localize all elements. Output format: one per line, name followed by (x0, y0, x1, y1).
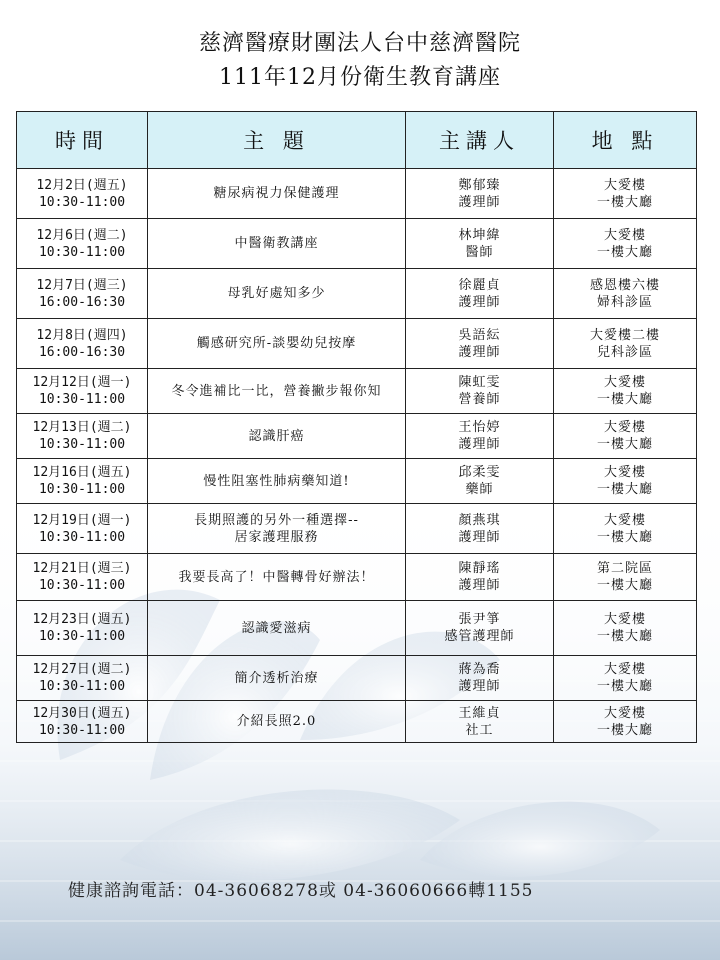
speaker-cell (406, 169, 554, 219)
place-cell-line: 一樓大廳 (596, 437, 653, 452)
table-row (17, 459, 697, 504)
header-row (17, 112, 697, 169)
place-cell-line: 感恩樓六樓 (589, 277, 660, 293)
place-cell (554, 169, 697, 219)
speaker-cell-line: 營養師 (458, 392, 501, 407)
topic-cell (148, 504, 406, 554)
table-row (17, 219, 697, 269)
place-cell-line: 一樓大廳 (596, 244, 653, 260)
time-cell (17, 269, 148, 319)
time-cell-line: 12月12日(週一) (32, 375, 132, 390)
speaker-cell (406, 319, 554, 369)
time-cell (17, 414, 148, 459)
speaker-cell (406, 601, 554, 656)
time-cell-line: 12月23日(週五) (32, 612, 132, 627)
table-row (17, 169, 697, 219)
place-cell-line: 一樓大廳 (596, 629, 653, 644)
place-cell (554, 554, 697, 601)
topic-cell (148, 656, 406, 701)
time-cell-line: 12月19日(週一) (32, 512, 132, 528)
speaker-cell-line: 護理師 (458, 294, 501, 310)
time-cell (17, 219, 148, 269)
place-cell-line: 大愛樓 (603, 612, 646, 627)
speaker-cell-line: 護理師 (458, 194, 501, 210)
speaker-cell-line: 王維貞 (458, 705, 501, 721)
time-cell-line: 12月8日(週四) (36, 327, 128, 343)
topic-cell-line: 觸感研究所-談嬰幼兒按摩 (196, 336, 357, 351)
place-cell (554, 414, 697, 459)
topic-cell (148, 369, 406, 414)
place-cell-line: 一樓大廳 (596, 482, 653, 497)
table-row (17, 414, 697, 459)
time-cell (17, 369, 148, 414)
time-cell-line: 10:30-11:00 (38, 392, 126, 407)
place-cell-line: 大愛樓 (603, 227, 646, 243)
speaker-cell (406, 701, 554, 743)
topic-cell (148, 269, 406, 319)
topic-cell-line: 冬令進補比一比，營養撇步報你知 (171, 383, 382, 399)
place-cell-line: 大愛樓 (603, 662, 646, 677)
place-cell (554, 269, 697, 319)
place-cell (554, 459, 697, 504)
time-cell-line: 16:00-16:30 (38, 294, 126, 310)
speaker-cell-line: 醫師 (465, 244, 494, 260)
header-time: 時間 (17, 112, 148, 169)
speaker-cell (406, 459, 554, 504)
place-cell-line: 大愛樓 (603, 512, 646, 528)
table-row (17, 504, 697, 554)
topic-cell-line: 認識肝癌 (248, 428, 305, 444)
place-cell-line: 一樓大廳 (596, 194, 653, 210)
topic-cell-line: 簡介透析治療 (234, 670, 319, 686)
time-cell-line: 10:30-11:00 (38, 629, 126, 644)
topic-cell (148, 459, 406, 504)
speaker-cell-line: 護理師 (458, 578, 501, 593)
speaker-cell (406, 414, 554, 459)
topic-cell-line: 糖尿病視力保健護理 (213, 186, 340, 201)
time-cell-line: 10:30-11:00 (38, 578, 126, 593)
time-cell-line: 10:30-11:00 (38, 529, 126, 545)
time-cell (17, 554, 148, 601)
speaker-cell (406, 369, 554, 414)
topic-cell-line: 居家護理服務 (234, 529, 319, 545)
topic-cell-line: 慢性阻塞性肺病藥知道! (203, 473, 350, 489)
table-row (17, 369, 697, 414)
speaker-cell-line: 吳語紜 (458, 327, 501, 343)
speaker-cell-line: 邱柔雯 (458, 465, 501, 480)
topic-cell-line: 我要長高了！中醫轉骨好辦法！ (178, 569, 375, 585)
speaker-cell-line: 社工 (465, 722, 494, 738)
topic-cell-line: 長期照護的另外一種選擇-- (194, 512, 359, 528)
speaker-cell (406, 219, 554, 269)
time-cell-line: 10:30-11:00 (38, 482, 126, 497)
time-cell (17, 169, 148, 219)
topic-cell (148, 601, 406, 656)
time-cell (17, 656, 148, 701)
speaker-cell (406, 554, 554, 601)
speaker-cell (406, 269, 554, 319)
time-cell-line: 12月21日(週三) (32, 561, 132, 576)
speaker-cell-line: 顏燕琪 (458, 512, 501, 528)
speaker-cell-line: 鄭郁臻 (458, 177, 501, 193)
place-cell-line: 大愛樓 (603, 177, 646, 193)
table-row (17, 554, 697, 601)
topic-cell (148, 701, 406, 743)
speaker-cell-line: 護理師 (458, 344, 501, 360)
time-cell-line: 10:30-11:00 (38, 679, 126, 694)
place-cell-line: 大愛樓 (603, 465, 646, 480)
time-cell-line: 10:30-11:00 (38, 244, 126, 260)
place-cell-line: 一樓大廳 (596, 578, 653, 593)
place-cell (554, 504, 697, 554)
time-cell (17, 504, 148, 554)
place-cell (554, 656, 697, 701)
header-speaker: 主講人 (406, 112, 554, 169)
table-row (17, 269, 697, 319)
speaker-cell-line: 感管護理師 (444, 629, 515, 644)
time-cell-line: 10:30-11:00 (38, 437, 126, 452)
speaker-cell-line: 陳靜瑤 (458, 561, 501, 576)
place-cell-line: 第二院區 (596, 561, 653, 576)
schedule-table (16, 111, 697, 743)
speaker-cell-line: 徐麗貞 (458, 277, 501, 293)
topic-cell (148, 169, 406, 219)
time-cell (17, 459, 148, 504)
place-cell-line: 大愛樓 (603, 420, 646, 435)
place-cell-line: 兒科診區 (596, 344, 653, 360)
speaker-cell-line: 蔣為喬 (458, 662, 501, 677)
hospital-name: 慈濟醫療財團法人台中慈濟醫院 (198, 31, 521, 56)
place-cell-line: 大愛樓 (603, 375, 646, 390)
time-cell (17, 701, 148, 743)
time-cell-line: 12月16日(週五) (32, 465, 132, 480)
place-cell (554, 219, 697, 269)
topic-cell (148, 319, 406, 369)
place-cell (554, 701, 697, 743)
topic-cell (148, 219, 406, 269)
place-cell (554, 369, 697, 414)
place-cell-line: 一樓大廳 (596, 722, 653, 738)
speaker-cell-line: 護理師 (458, 679, 501, 694)
speaker-cell-line: 陳虹雯 (458, 375, 501, 390)
topic-cell-line: 介紹長照2.0 (236, 714, 317, 729)
speaker-cell-line: 張尹箏 (458, 612, 501, 627)
place-cell-line: 一樓大廳 (596, 529, 653, 545)
speaker-cell-line: 林坤緯 (458, 227, 501, 243)
time-cell-line: 12月13日(週二) (32, 420, 132, 435)
time-cell-line: 12月30日(週五) (32, 705, 132, 721)
schedule-rows (17, 169, 697, 743)
speaker-cell-line: 王怡婷 (458, 420, 501, 435)
time-cell-line: 10:30-11:00 (38, 722, 126, 738)
place-cell-line: 大愛樓 (603, 705, 646, 721)
table-row (17, 601, 697, 656)
table-row (17, 319, 697, 369)
topic-cell (148, 554, 406, 601)
page-title: 111年12月份衛生教育講座 (219, 65, 501, 90)
topic-cell-line: 認識愛滋病 (241, 620, 312, 636)
time-cell (17, 601, 148, 656)
place-cell-line: 婦科診區 (596, 294, 653, 310)
speaker-cell (406, 504, 554, 554)
topic-cell-line: 中醫衛教講座 (234, 236, 319, 251)
speaker-cell-line: 護理師 (458, 529, 501, 545)
time-cell-line: 16:00-16:30 (38, 344, 126, 360)
speaker-cell-line: 護理師 (458, 437, 501, 452)
header-place: 地 點 (554, 112, 697, 169)
header-topic: 主 題 (148, 112, 406, 169)
place-cell (554, 601, 697, 656)
topic-cell-line: 母乳好處知多少 (227, 286, 326, 301)
table-row (17, 701, 697, 743)
table-row (17, 656, 697, 701)
time-cell-line: 12月27日(週二) (32, 662, 132, 677)
health-hotline: 健康諮詢電話：04-36068278或 04-36060666轉1155 (68, 881, 534, 901)
topic-cell (148, 414, 406, 459)
speaker-cell-line: 藥師 (465, 482, 494, 497)
time-cell-line: 12月7日(週三) (36, 277, 128, 293)
place-cell-line: 一樓大廳 (596, 392, 653, 407)
speaker-cell (406, 656, 554, 701)
time-cell-line: 10:30-11:00 (38, 194, 126, 210)
time-cell-line: 12月6日(週二) (36, 227, 128, 243)
place-cell-line: 大愛樓二樓 (589, 327, 660, 343)
time-cell-line: 12月2日(週五) (36, 177, 128, 193)
time-cell (17, 319, 148, 369)
place-cell (554, 319, 697, 369)
place-cell-line: 一樓大廳 (596, 679, 653, 694)
